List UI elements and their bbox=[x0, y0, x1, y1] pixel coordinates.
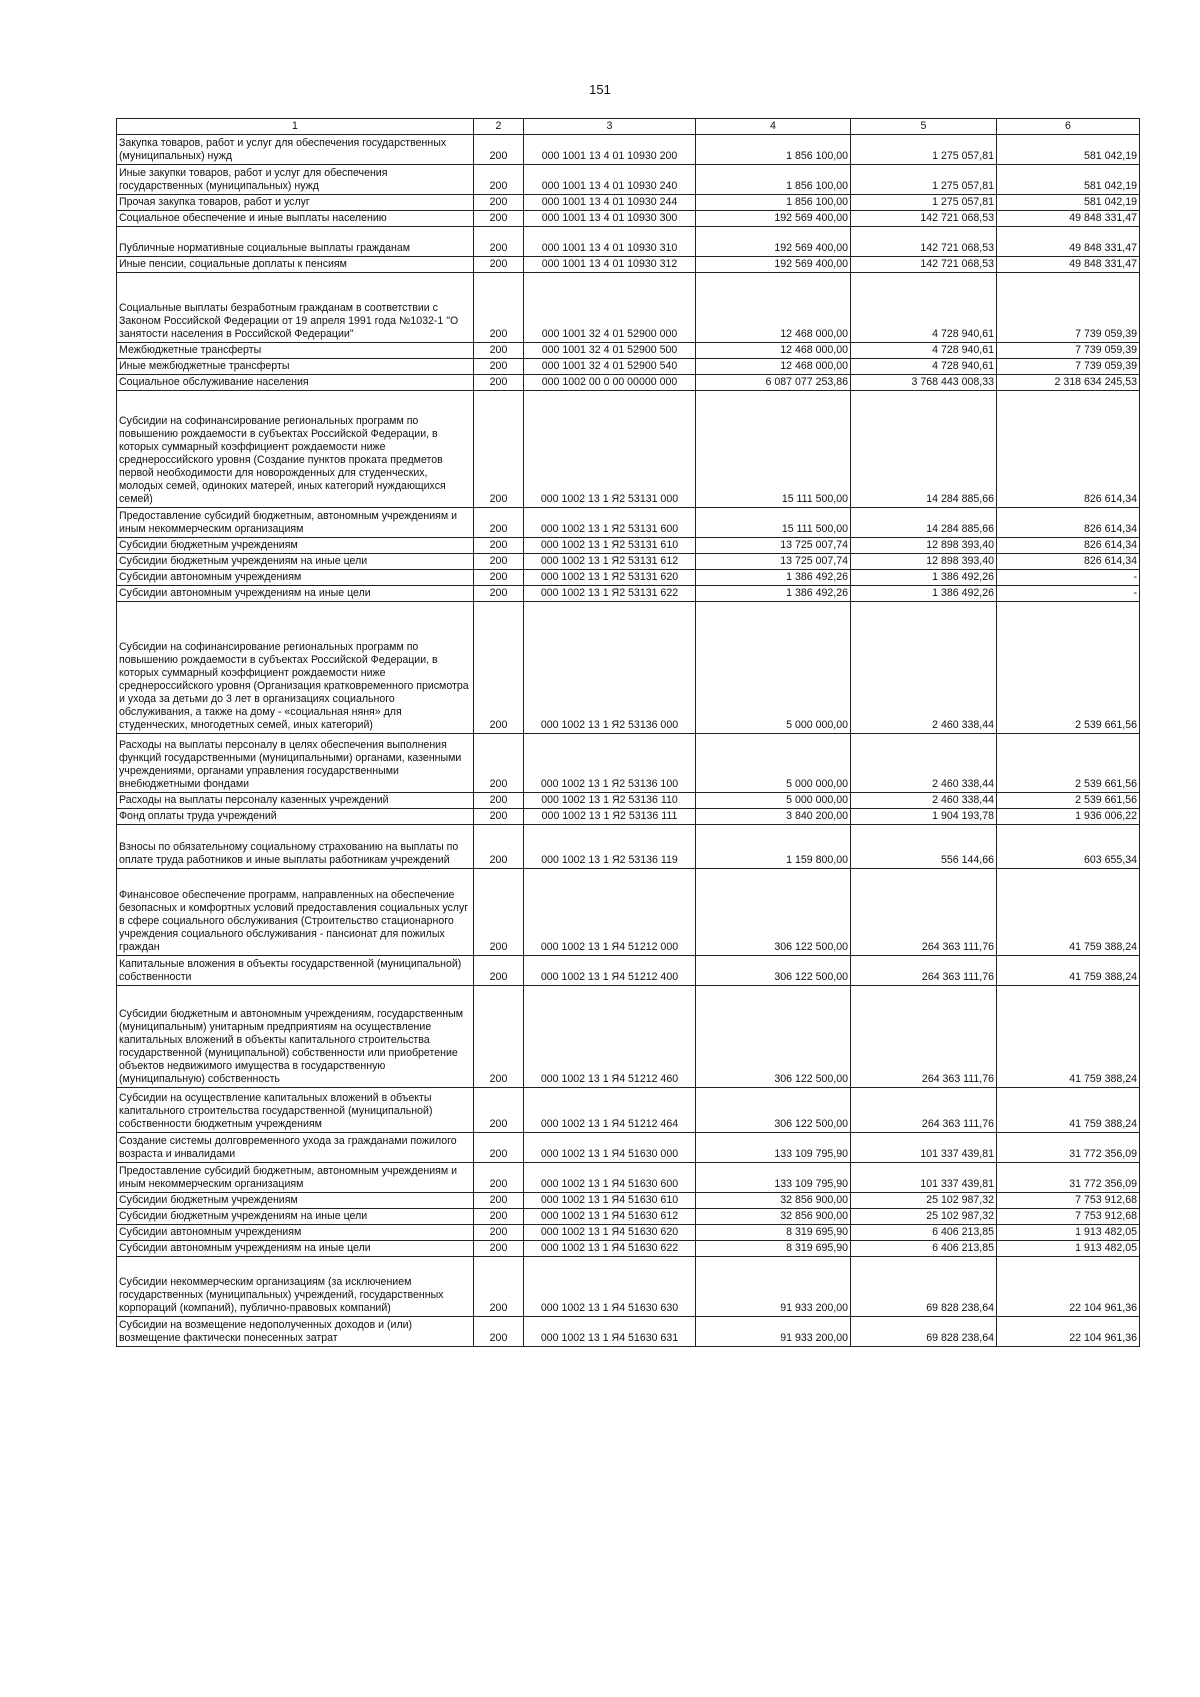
row-classification-code: 000 1002 13 1 Я4 51212 464 bbox=[524, 1088, 696, 1133]
row-name: Субсидии автономным учреждениям на иные цели bbox=[117, 586, 474, 602]
row-name: Субсидии бюджетным и автономным учреждениям, государственным (муниципальным) унитарным предприятиям на осуществление капитальных вложений в объекты капитального строительства государственной (муниципальной) собственности или приобретение объектов недвижимого имущества в государственную (муниципальную) собственность bbox=[117, 986, 474, 1088]
table-row bbox=[117, 375, 1140, 391]
row-value-col4: 306 122 500,00 bbox=[696, 1088, 851, 1133]
row-code: 200 bbox=[474, 986, 524, 1088]
row-value-col5: 4 728 940,61 bbox=[851, 343, 997, 359]
row-value-col4: 12 468 000,00 bbox=[696, 359, 851, 375]
table-row bbox=[117, 538, 1140, 554]
row-code: 200 bbox=[474, 1225, 524, 1241]
row-value-col5: 12 898 393,40 bbox=[851, 538, 997, 554]
table-row bbox=[117, 508, 1140, 538]
table-row bbox=[117, 1133, 1140, 1163]
table-row bbox=[117, 211, 1140, 227]
row-value-col6: 41 759 388,24 bbox=[997, 956, 1140, 986]
row-classification-code: 000 1001 32 4 01 52900 000 bbox=[524, 273, 696, 343]
row-code: 200 bbox=[474, 1209, 524, 1225]
row-code: 200 bbox=[474, 343, 524, 359]
row-code: 200 bbox=[474, 793, 524, 809]
header-row bbox=[117, 119, 1140, 135]
row-value-col6: 22 104 961,36 bbox=[997, 1257, 1140, 1317]
row-classification-code: 000 1002 13 1 Я4 51630 612 bbox=[524, 1209, 696, 1225]
row-classification-code: 000 1001 32 4 01 52900 500 bbox=[524, 343, 696, 359]
row-value-col4: 5 000 000,00 bbox=[696, 734, 851, 793]
row-classification-code: 000 1002 13 1 Я2 53131 000 bbox=[524, 391, 696, 508]
row-classification-code: 000 1002 13 1 Я4 51630 610 bbox=[524, 1193, 696, 1209]
row-value-col5: 2 460 338,44 bbox=[851, 793, 997, 809]
row-value-col6: 2 539 661,56 bbox=[997, 793, 1140, 809]
row-classification-code: 000 1002 13 1 Я2 53136 111 bbox=[524, 809, 696, 825]
row-code: 200 bbox=[474, 825, 524, 869]
table-row bbox=[117, 1241, 1140, 1257]
table-row bbox=[117, 227, 1140, 257]
table-row bbox=[117, 257, 1140, 273]
row-code: 200 bbox=[474, 375, 524, 391]
row-name: Финансовое обеспечение программ, направленных на обеспечение безопасных и комфортных условий предоставления социальных услуг в сфере социального обслуживания (Строительство стационарного учреждения социального обслуживания - пансионат для пожилых граждан bbox=[117, 869, 474, 956]
row-name: Расходы на выплаты персоналу в целях обеспечения выполнения функций государственными (муниципальными) органами, казенными учреждениями, органами управления государственными внебюджетными фондами bbox=[117, 734, 474, 793]
row-value-col4: 1 856 100,00 bbox=[696, 195, 851, 211]
row-value-col4: 91 933 200,00 bbox=[696, 1317, 851, 1347]
table-row bbox=[117, 165, 1140, 195]
row-value-col4: 306 122 500,00 bbox=[696, 869, 851, 956]
row-value-col5: 14 284 885,66 bbox=[851, 391, 997, 508]
column-header-4: 4 bbox=[696, 119, 851, 135]
row-name: Субсидии автономным учреждениям bbox=[117, 1225, 474, 1241]
row-code: 200 bbox=[474, 734, 524, 793]
row-value-col4: 15 111 500,00 bbox=[696, 391, 851, 508]
row-code: 200 bbox=[474, 359, 524, 375]
row-name: Прочая закупка товаров, работ и услуг bbox=[117, 195, 474, 211]
row-name: Фонд оплаты труда учреждений bbox=[117, 809, 474, 825]
row-value-col4: 32 856 900,00 bbox=[696, 1209, 851, 1225]
row-value-col5: 142 721 068,53 bbox=[851, 211, 997, 227]
table-row bbox=[117, 825, 1140, 869]
table-row bbox=[117, 809, 1140, 825]
row-value-col4: 133 109 795,90 bbox=[696, 1163, 851, 1193]
row-value-col5: 142 721 068,53 bbox=[851, 227, 997, 257]
table-row bbox=[117, 195, 1140, 211]
row-value-col5: 264 363 111,76 bbox=[851, 1088, 997, 1133]
row-value-col6: 41 759 388,24 bbox=[997, 1088, 1140, 1133]
row-value-col5: 2 460 338,44 bbox=[851, 734, 997, 793]
row-classification-code: 000 1001 32 4 01 52900 540 bbox=[524, 359, 696, 375]
row-value-col6: 31 772 356,09 bbox=[997, 1133, 1140, 1163]
row-value-col4: 306 122 500,00 bbox=[696, 956, 851, 986]
row-value-col6: 603 655,34 bbox=[997, 825, 1140, 869]
row-value-col4: 1 159 800,00 bbox=[696, 825, 851, 869]
row-classification-code: 000 1002 00 0 00 00000 000 bbox=[524, 375, 696, 391]
row-name: Субсидии автономным учреждениям bbox=[117, 570, 474, 586]
row-value-col6: 7 739 059,39 bbox=[997, 273, 1140, 343]
table-row bbox=[117, 986, 1140, 1088]
row-classification-code: 000 1002 13 1 Я4 51630 620 bbox=[524, 1225, 696, 1241]
row-classification-code: 000 1002 13 1 Я2 53131 610 bbox=[524, 538, 696, 554]
row-code: 200 bbox=[474, 227, 524, 257]
row-name: Субсидии бюджетным учреждениям на иные цели bbox=[117, 554, 474, 570]
row-value-col4: 8 319 695,90 bbox=[696, 1225, 851, 1241]
row-code: 200 bbox=[474, 508, 524, 538]
row-name: Субсидии бюджетным учреждениям bbox=[117, 538, 474, 554]
row-code: 200 bbox=[474, 1163, 524, 1193]
row-classification-code: 000 1002 13 1 Я4 51630 600 bbox=[524, 1163, 696, 1193]
row-classification-code: 000 1002 13 1 Я4 51630 631 bbox=[524, 1317, 696, 1347]
row-value-col6: 581 042,19 bbox=[997, 135, 1140, 165]
row-value-col6: 41 759 388,24 bbox=[997, 986, 1140, 1088]
row-name: Субсидии некоммерческим организациям (за исключением государственных (муниципальных) учреждений, государственных корпораций (компаний), публично-правовых компаний) bbox=[117, 1257, 474, 1317]
row-value-col4: 306 122 500,00 bbox=[696, 986, 851, 1088]
row-name: Субсидии на осуществление капитальных вложений в объекты капитального строительства государственной (муниципальной) собственности бюджетным учреждениям bbox=[117, 1088, 474, 1133]
table-row bbox=[117, 734, 1140, 793]
row-code: 200 bbox=[474, 586, 524, 602]
row-value-col4: 6 087 077 253,86 bbox=[696, 375, 851, 391]
table-row bbox=[117, 1257, 1140, 1317]
table-row bbox=[117, 359, 1140, 375]
table-row bbox=[117, 1088, 1140, 1133]
row-code: 200 bbox=[474, 809, 524, 825]
table-row bbox=[117, 570, 1140, 586]
table-row bbox=[117, 391, 1140, 508]
row-code: 200 bbox=[474, 869, 524, 956]
row-value-col4: 192 569 400,00 bbox=[696, 257, 851, 273]
row-code: 200 bbox=[474, 602, 524, 734]
row-classification-code: 000 1002 13 1 Я4 51630 630 bbox=[524, 1257, 696, 1317]
table-row bbox=[117, 1193, 1140, 1209]
row-value-col4: 5 000 000,00 bbox=[696, 793, 851, 809]
row-value-col6: 581 042,19 bbox=[997, 165, 1140, 195]
row-value-col5: 264 363 111,76 bbox=[851, 986, 997, 1088]
table-row bbox=[117, 869, 1140, 956]
row-value-col5: 6 406 213,85 bbox=[851, 1225, 997, 1241]
row-value-col4: 1 856 100,00 bbox=[696, 135, 851, 165]
row-value-col4: 1 386 492,26 bbox=[696, 570, 851, 586]
row-value-col5: 4 728 940,61 bbox=[851, 273, 997, 343]
row-classification-code: 000 1002 13 1 Я2 53131 600 bbox=[524, 508, 696, 538]
row-name: Предоставление субсидий бюджетным, автономным учреждениям и иным некоммерческим организациям bbox=[117, 508, 474, 538]
row-classification-code: 000 1002 13 1 Я2 53136 110 bbox=[524, 793, 696, 809]
row-name: Иные пенсии, социальные доплаты к пенсиям bbox=[117, 257, 474, 273]
row-value-col5: 14 284 885,66 bbox=[851, 508, 997, 538]
row-classification-code: 000 1002 13 1 Я4 51212 000 bbox=[524, 869, 696, 956]
row-value-col6: 31 772 356,09 bbox=[997, 1163, 1140, 1193]
row-value-col5: 101 337 439,81 bbox=[851, 1163, 997, 1193]
row-value-col6: 1 936 006,22 bbox=[997, 809, 1140, 825]
row-classification-code: 000 1001 13 4 01 10930 312 bbox=[524, 257, 696, 273]
row-value-col6: 7 739 059,39 bbox=[997, 359, 1140, 375]
row-value-col5: 25 102 987,32 bbox=[851, 1193, 997, 1209]
row-value-col5: 556 144,66 bbox=[851, 825, 997, 869]
table-row bbox=[117, 586, 1140, 602]
row-name: Социальное обслуживание населения bbox=[117, 375, 474, 391]
row-value-col4: 12 468 000,00 bbox=[696, 273, 851, 343]
row-classification-code: 000 1002 13 1 Я2 53136 000 bbox=[524, 602, 696, 734]
row-value-col5: 69 828 238,64 bbox=[851, 1317, 997, 1347]
row-classification-code: 000 1002 13 1 Я2 53131 622 bbox=[524, 586, 696, 602]
row-value-col6: 826 614,34 bbox=[997, 538, 1140, 554]
row-code: 200 bbox=[474, 1317, 524, 1347]
row-value-col4: 3 840 200,00 bbox=[696, 809, 851, 825]
row-value-col5: 6 406 213,85 bbox=[851, 1241, 997, 1257]
row-code: 200 bbox=[474, 1241, 524, 1257]
column-header-3: 3 bbox=[524, 119, 696, 135]
row-value-col4: 133 109 795,90 bbox=[696, 1133, 851, 1163]
budget-execution-table bbox=[116, 118, 1140, 1347]
row-classification-code: 000 1001 13 4 01 10930 300 bbox=[524, 211, 696, 227]
row-value-col6: - bbox=[997, 570, 1140, 586]
table-row bbox=[117, 602, 1140, 734]
row-name: Межбюджетные трансферты bbox=[117, 343, 474, 359]
row-code: 200 bbox=[474, 257, 524, 273]
row-name: Субсидии на софинансирование региональных программ по повышению рождаемости в субъектах Российской Федерации, в которых суммарный коэффициент рождаемости ниже среднероссийского уровня (Организация кратковременного присмотра и ухода за детьми до 3 лет в организациях социального обслуживания, а также на дому - «социальная няня» для студенческих, многодетных семей, иных категорий) bbox=[117, 602, 474, 734]
row-classification-code: 000 1002 13 1 Я4 51212 460 bbox=[524, 986, 696, 1088]
row-value-col6: 2 539 661,56 bbox=[997, 734, 1140, 793]
table-row bbox=[117, 1209, 1140, 1225]
row-value-col5: 1 275 057,81 bbox=[851, 165, 997, 195]
table-body bbox=[117, 119, 1140, 1347]
table-row bbox=[117, 956, 1140, 986]
row-value-col4: 5 000 000,00 bbox=[696, 602, 851, 734]
row-classification-code: 000 1002 13 1 Я2 53136 100 bbox=[524, 734, 696, 793]
row-name: Иные закупки товаров, работ и услуг для обеспечения государственных (муниципальных) нужд bbox=[117, 165, 474, 195]
row-value-col6: 7 753 912,68 bbox=[997, 1209, 1140, 1225]
column-header-1: 1 bbox=[117, 119, 474, 135]
row-value-col4: 1 856 100,00 bbox=[696, 165, 851, 195]
row-code: 200 bbox=[474, 273, 524, 343]
table-row bbox=[117, 1163, 1140, 1193]
table-row bbox=[117, 1317, 1140, 1347]
row-code: 200 bbox=[474, 1133, 524, 1163]
row-value-col5: 264 363 111,76 bbox=[851, 869, 997, 956]
table-row bbox=[117, 343, 1140, 359]
row-value-col6: 7 753 912,68 bbox=[997, 1193, 1140, 1209]
row-value-col6: 41 759 388,24 bbox=[997, 869, 1140, 956]
row-value-col4: 192 569 400,00 bbox=[696, 227, 851, 257]
row-value-col5: 1 904 193,78 bbox=[851, 809, 997, 825]
row-value-col5: 264 363 111,76 bbox=[851, 956, 997, 986]
row-value-col6: 581 042,19 bbox=[997, 195, 1140, 211]
row-name: Публичные нормативные социальные выплаты гражданам bbox=[117, 227, 474, 257]
row-classification-code: 000 1001 13 4 01 10930 310 bbox=[524, 227, 696, 257]
row-name: Иные межбюджетные трансферты bbox=[117, 359, 474, 375]
row-name: Расходы на выплаты персоналу казенных учреждений bbox=[117, 793, 474, 809]
row-value-col6: 826 614,34 bbox=[997, 391, 1140, 508]
row-value-col4: 1 386 492,26 bbox=[696, 586, 851, 602]
row-name: Субсидии бюджетным учреждениям bbox=[117, 1193, 474, 1209]
row-value-col6: - bbox=[997, 586, 1140, 602]
row-classification-code: 000 1002 13 1 Я4 51212 400 bbox=[524, 956, 696, 986]
column-header-5: 5 bbox=[851, 119, 997, 135]
row-classification-code: 000 1002 13 1 Я2 53136 119 bbox=[524, 825, 696, 869]
row-value-col4: 13 725 007,74 bbox=[696, 538, 851, 554]
row-classification-code: 000 1001 13 4 01 10930 240 bbox=[524, 165, 696, 195]
row-value-col5: 3 768 443 008,33 bbox=[851, 375, 997, 391]
table-row bbox=[117, 554, 1140, 570]
row-classification-code: 000 1002 13 1 Я2 53131 620 bbox=[524, 570, 696, 586]
row-value-col6: 49 848 331,47 bbox=[997, 257, 1140, 273]
row-value-col5: 25 102 987,32 bbox=[851, 1209, 997, 1225]
row-code: 200 bbox=[474, 570, 524, 586]
row-value-col4: 91 933 200,00 bbox=[696, 1257, 851, 1317]
row-value-col5: 1 275 057,81 bbox=[851, 195, 997, 211]
row-value-col6: 2 318 634 245,53 bbox=[997, 375, 1140, 391]
table-row bbox=[117, 273, 1140, 343]
row-name: Субсидии бюджетным учреждениям на иные цели bbox=[117, 1209, 474, 1225]
row-value-col5: 2 460 338,44 bbox=[851, 602, 997, 734]
row-classification-code: 000 1001 13 4 01 10930 244 bbox=[524, 195, 696, 211]
row-code: 200 bbox=[474, 1257, 524, 1317]
row-name: Субсидии автономным учреждениям на иные цели bbox=[117, 1241, 474, 1257]
row-value-col6: 49 848 331,47 bbox=[997, 227, 1140, 257]
row-value-col6: 2 539 661,56 bbox=[997, 602, 1140, 734]
row-value-col4: 192 569 400,00 bbox=[696, 211, 851, 227]
row-code: 200 bbox=[474, 956, 524, 986]
row-value-col5: 1 386 492,26 bbox=[851, 570, 997, 586]
row-value-col6: 49 848 331,47 bbox=[997, 211, 1140, 227]
row-code: 200 bbox=[474, 1193, 524, 1209]
row-value-col6: 7 739 059,39 bbox=[997, 343, 1140, 359]
row-value-col6: 826 614,34 bbox=[997, 508, 1140, 538]
row-value-col4: 8 319 695,90 bbox=[696, 1241, 851, 1257]
row-code: 200 bbox=[474, 538, 524, 554]
row-classification-code: 000 1002 13 1 Я4 51630 000 bbox=[524, 1133, 696, 1163]
row-value-col4: 13 725 007,74 bbox=[696, 554, 851, 570]
row-code: 200 bbox=[474, 391, 524, 508]
row-value-col5: 101 337 439,81 bbox=[851, 1133, 997, 1163]
row-name: Взносы по обязательному социальному страхованию на выплаты по оплате труда работников и иные выплаты работникам учреждений bbox=[117, 825, 474, 869]
row-code: 200 bbox=[474, 211, 524, 227]
row-value-col6: 1 913 482,05 bbox=[997, 1241, 1140, 1257]
row-code: 200 bbox=[474, 1088, 524, 1133]
row-name: Капитальные вложения в объекты государственной (муниципальной) собственности bbox=[117, 956, 474, 986]
table-row bbox=[117, 1225, 1140, 1241]
row-name: Создание системы долговременного ухода за гражданами пожилого возраста и инвалидами bbox=[117, 1133, 474, 1163]
page-number: 151 bbox=[589, 82, 611, 97]
row-classification-code: 000 1002 13 1 Я4 51630 622 bbox=[524, 1241, 696, 1257]
row-value-col4: 32 856 900,00 bbox=[696, 1193, 851, 1209]
row-value-col5: 1 275 057,81 bbox=[851, 135, 997, 165]
table-row bbox=[117, 135, 1140, 165]
row-name: Субсидии на возмещение недополученных доходов и (или) возмещение фактически понесенных затрат bbox=[117, 1317, 474, 1347]
row-value-col5: 12 898 393,40 bbox=[851, 554, 997, 570]
row-code: 200 bbox=[474, 195, 524, 211]
row-name: Социальное обеспечение и иные выплаты населению bbox=[117, 211, 474, 227]
column-header-2: 2 bbox=[474, 119, 524, 135]
row-value-col6: 22 104 961,36 bbox=[997, 1317, 1140, 1347]
row-value-col5: 142 721 068,53 bbox=[851, 257, 997, 273]
row-value-col4: 15 111 500,00 bbox=[696, 508, 851, 538]
row-classification-code: 000 1002 13 1 Я2 53131 612 bbox=[524, 554, 696, 570]
row-value-col4: 12 468 000,00 bbox=[696, 343, 851, 359]
row-value-col6: 826 614,34 bbox=[997, 554, 1140, 570]
row-code: 200 bbox=[474, 554, 524, 570]
column-header-6: 6 bbox=[997, 119, 1140, 135]
row-code: 200 bbox=[474, 135, 524, 165]
row-value-col5: 4 728 940,61 bbox=[851, 359, 997, 375]
row-name: Социальные выплаты безработным гражданам в соответствии с Законом Российской Федерации от 19 апреля 1991 года №1032-1 "О занятости населения в Российской Федерации" bbox=[117, 273, 474, 343]
table-row bbox=[117, 793, 1140, 809]
row-value-col5: 69 828 238,64 bbox=[851, 1257, 997, 1317]
row-name: Предоставление субсидий бюджетным, автономным учреждениям и иным некоммерческим организациям bbox=[117, 1163, 474, 1193]
row-classification-code: 000 1001 13 4 01 10930 200 bbox=[524, 135, 696, 165]
row-name: Субсидии на софинансирование региональных программ по повышению рождаемости в субъектах Российской Федерации, в которых суммарный коэффициент рождаемости ниже среднероссийского уровня (Создание пунктов проката предметов первой необходимости для новорожденных для студенческих, молодых семей, одиноких матерей, иных категорий нуждающихся семей) bbox=[117, 391, 474, 508]
row-code: 200 bbox=[474, 165, 524, 195]
row-value-col5: 1 386 492,26 bbox=[851, 586, 997, 602]
row-name: Закупка товаров, работ и услуг для обеспечения государственных (муниципальных) нужд bbox=[117, 135, 474, 165]
row-value-col6: 1 913 482,05 bbox=[997, 1225, 1140, 1241]
